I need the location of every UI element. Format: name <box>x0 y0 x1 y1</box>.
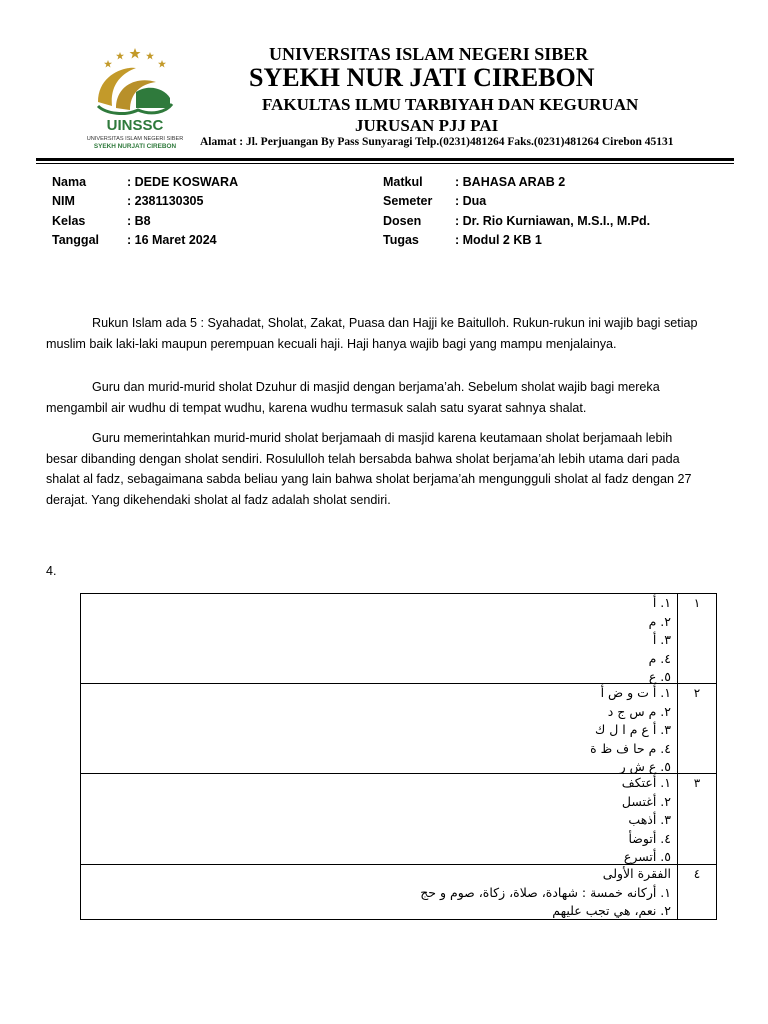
table-row <box>81 594 716 683</box>
university-name-line2: SYEKH NUR JATI CIREBON <box>249 63 595 92</box>
info-label-dosen: Dosen <box>383 214 422 228</box>
info-value-nama: : DEDE KOSWARA <box>127 175 239 189</box>
department-name: JURUSAN PJJ PAI <box>355 116 499 135</box>
table-cell-number: ٢ <box>677 684 716 773</box>
answer-line: ٥. أتسرع <box>623 849 671 864</box>
table-row <box>81 683 716 773</box>
info-label-tanggal: Tanggal <box>52 233 99 247</box>
paragraph-1: Rukun Islam ada 5 : Syahadat, Sholat, Zakat, Puasa dan Hajji ke Baitulloh. Rukun-rukun ini wajib bagi setiap muslim baik laki-laki maupun perempuan kecuali haji. Haji hanya wajib bagi yang mampu menjalainya. <box>46 316 698 351</box>
paragraph-2: Guru dan murid-murid sholat Dzuhur di masjid dengan berjama’ah. Sebelum sholat wajib bagi mereka mengambil air wudhu di tempat wudhu, karena wudhu termasuk salah satu syarat sahnya shalat. <box>46 380 660 415</box>
answer-line: ١. أعتكف <box>621 775 671 790</box>
svg-text:UNIVERSITAS ISLAM NEGERI SIBER: UNIVERSITAS ISLAM NEGERI SIBER <box>86 136 184 142</box>
table-cell-number: ٣ <box>677 774 716 864</box>
header-divider-thick <box>36 158 734 161</box>
info-value-nim: : 2381130305 <box>127 194 204 208</box>
answer-line: ٣. أذهب <box>628 812 671 827</box>
answer-line: ٤. م <box>648 650 671 666</box>
answer-line: ٤. أتوضأ <box>628 830 671 846</box>
table-cell-number: ١ <box>677 594 716 683</box>
answer-line: ٣. أ <box>652 632 671 647</box>
svg-text:UINSSC: UINSSC <box>106 117 164 134</box>
answer-line: ٢. أغتسل <box>621 793 671 809</box>
table-cell-answers <box>81 865 677 919</box>
answer-line: ٢. م <box>648 613 671 629</box>
info-label-nama: Nama <box>52 175 87 189</box>
answer-line: ١. أ ت و ض أ <box>600 685 671 700</box>
answer-line: ٥. ع ش ر <box>619 759 671 774</box>
info-label-kelas: Kelas <box>52 214 86 228</box>
table-row <box>81 773 716 864</box>
info-value-dosen: : Dr. Rio Kurniawan, M.S.I., M.Pd. <box>455 214 651 228</box>
answer-line: الفقرة الأولى <box>602 866 671 881</box>
question-number: 4. <box>46 564 57 578</box>
table-cell-answers <box>81 684 677 773</box>
info-label-semester: Semeter <box>383 194 433 208</box>
answer-line: ١. أركانه خمسة : شهادة، صلاة، زكاة، صوم و حج <box>420 884 671 900</box>
table-cell-number: ٤ <box>677 865 716 919</box>
info-value-tanggal: : 16 Maret 2024 <box>127 233 217 247</box>
info-label-tugas: Tugas <box>383 233 419 247</box>
answer-line: ٥. ع <box>648 669 671 684</box>
table-cell-answers <box>81 594 677 683</box>
svg-text:SYEKH NURJATI CIREBON: SYEKH NURJATI CIREBON <box>93 143 177 150</box>
answer-line: ٢. نعم، هي تجب عليهم <box>552 903 671 918</box>
table-cell-answers <box>81 774 677 864</box>
faculty-name: FAKULTAS ILMU TARBIYAH DAN KEGURUAN <box>262 95 639 114</box>
answer-line: ٢. م س ج د <box>607 703 671 719</box>
university-logo <box>76 44 194 154</box>
info-value-tugas: : Modul 2 KB 1 <box>455 233 542 247</box>
info-value-semester: : Dua <box>455 194 487 208</box>
table-row <box>81 864 716 919</box>
header-divider-thin <box>36 163 734 164</box>
answer-line: ١. أ <box>652 595 671 610</box>
answer-table <box>80 593 717 920</box>
answer-line: ٤. م حا ف ظ ة <box>590 740 671 756</box>
info-label-nim: NIM <box>52 194 75 208</box>
answer-line: ٣. أ ع م ا ل ك <box>594 722 671 737</box>
address-line: Alamat : Jl. Perjuangan By Pass Sunyaragi Telp.(0231)481264 Faks.(0231)481264 Cirebon 45131 <box>200 136 674 148</box>
paragraph-3: Guru memerintahkan murid-murid sholat berjamaah di masjid karena keutamaan sholat berjamaah lebih besar dibanding dengan sholat sendiri. Rosululloh telah bersabda bahwa sholat berjama’ah lebih utama dari pada shalat al fadz, sebagaimana sabda beliau yang lain bahwa sholat berjama’ah mengungguli sholat al fadz dengan 27 derajat. Yang dikehendaki sholat al fadz adalah sholat sendiri. <box>46 431 692 507</box>
info-label-matkul: Matkul <box>383 175 423 189</box>
university-name-line1: UNIVERSITAS ISLAM NEGERI SIBER <box>269 44 589 64</box>
info-value-kelas: : B8 <box>127 214 151 228</box>
info-value-matkul: : BAHASA ARAB 2 <box>455 175 566 189</box>
